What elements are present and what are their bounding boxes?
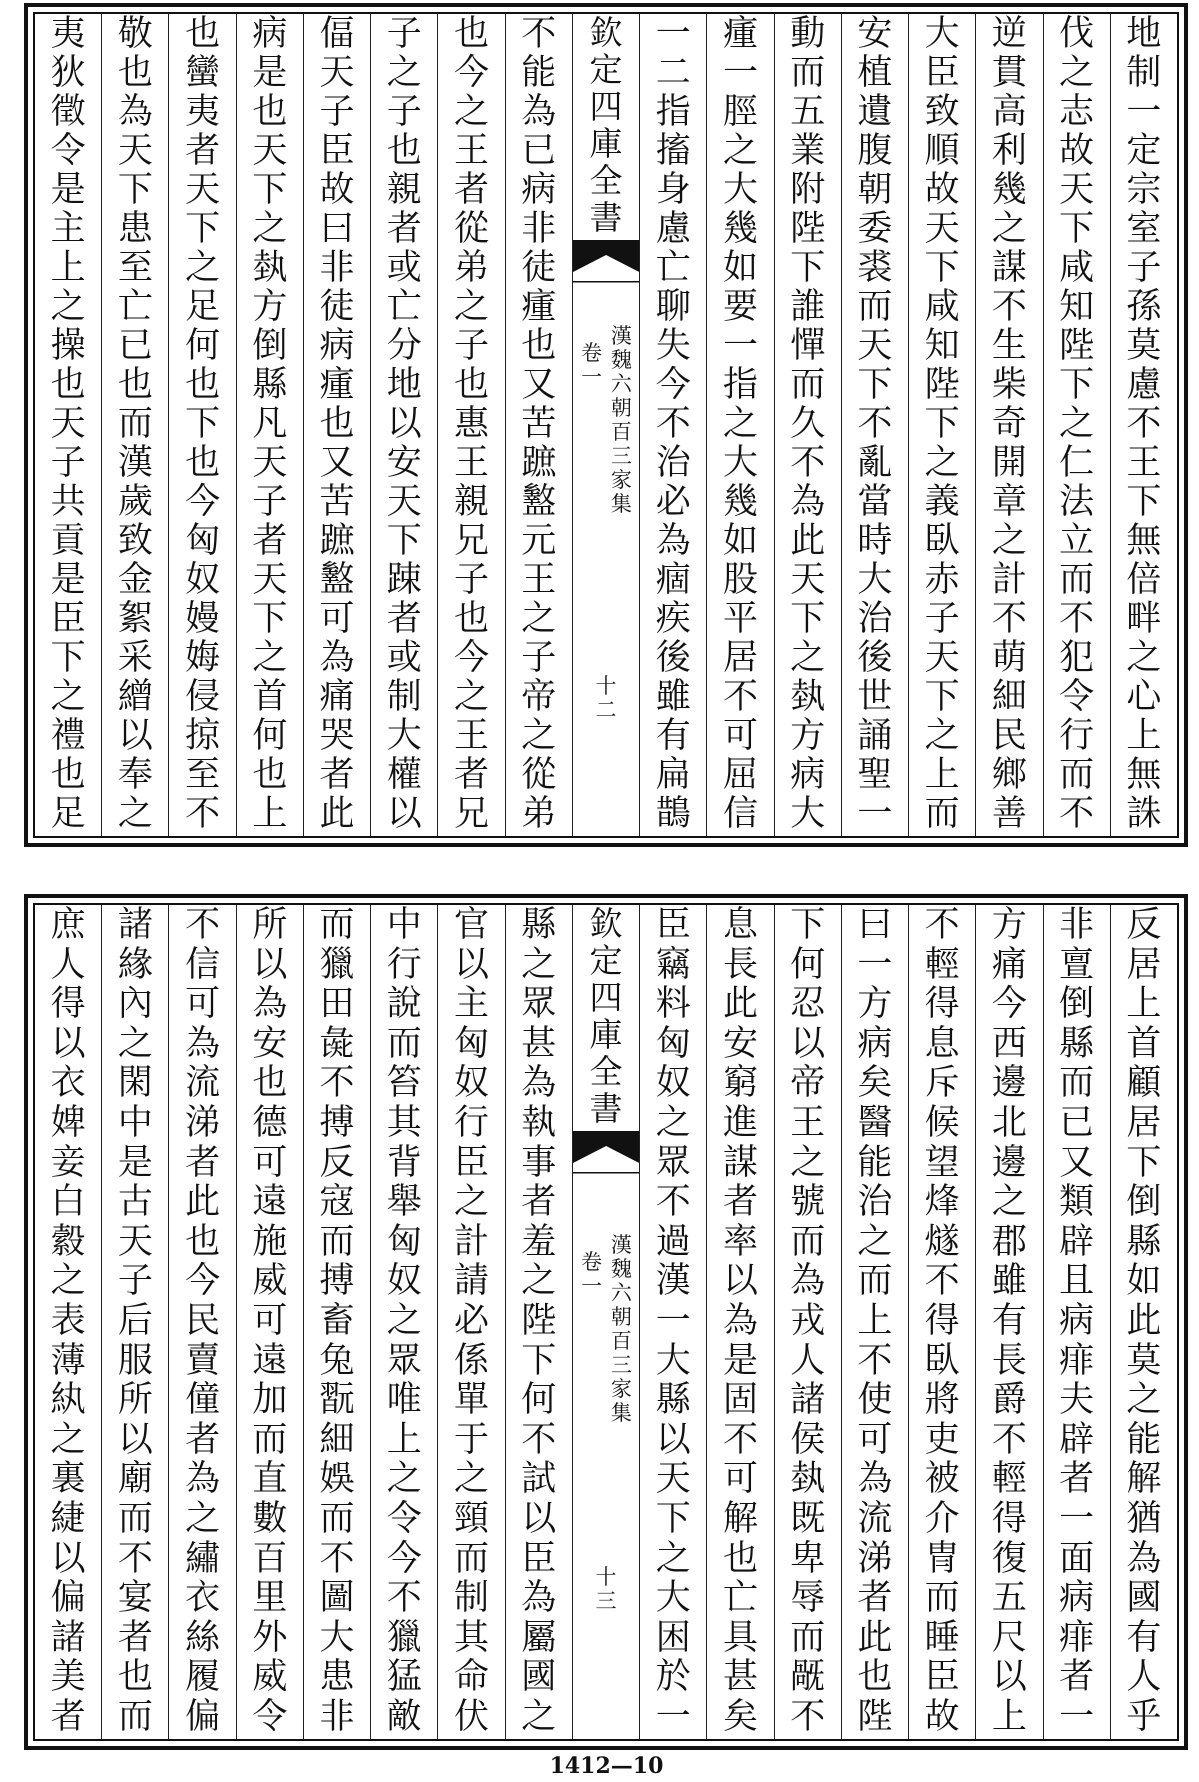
column-text: 非亶倒縣而已又類辟且病痱夫辟者一面病痱者一 [1059, 905, 1095, 1737]
fish-tail-ornament [573, 1131, 639, 1177]
text-column [774, 905, 841, 1739]
text-column [1043, 905, 1110, 1739]
column-text: 也今之王者從弟之子也惠王親兄子也今之王者兄 [454, 14, 490, 834]
top-page [24, 3, 1188, 847]
text-column [35, 14, 101, 836]
text-column [35, 905, 101, 1739]
column-text: 敬也為天下患至亡已也而漢歲致金絮采繒以奉之 [117, 14, 153, 834]
column-text: 而獵田彘不搏反寇而搏畜兔翫細娛而不圖大患非 [319, 905, 355, 1737]
text-column [908, 14, 975, 836]
page-code: 1412—10 [549, 1753, 664, 1779]
book-title: 漢魏六朝百三家集 [610, 1233, 632, 1425]
column-text: 伐之志故天下咸知陛下之仁法立而不犯令行而不 [1059, 14, 1095, 834]
text-column [841, 14, 908, 836]
text-column [303, 905, 370, 1739]
column-text: 縣之眾甚為執事者羞之陛下何不試以臣為屬國之 [521, 905, 557, 1737]
text-column [437, 905, 504, 1739]
column-text: 方痛今西邊北邊之郡雖有長爵不輕得復五尺以上 [991, 905, 1027, 1737]
text-frame [33, 12, 1179, 838]
column-text: 一二指搐身慮亡聊失今不治必為痼疾後雖有扁鵲 [655, 14, 691, 834]
column-text: 瘇一脛之大幾如要一指之大幾如股平居不可屈信 [722, 14, 758, 834]
bottom-page [24, 894, 1188, 1750]
text-column [975, 14, 1042, 836]
series-title: 欽定四庫全書 [589, 904, 623, 1128]
text-column [841, 905, 908, 1739]
text-column [505, 905, 572, 1739]
page-center-column [572, 14, 639, 836]
column-text: 大臣致順故天下咸知陛下之義臥赤子天下之上而 [924, 14, 960, 834]
text-column [505, 14, 572, 836]
column-text: 偪天子臣故曰非徒病瘇也又苦蹠盭可為痛哭者此 [319, 14, 355, 834]
column-text: 官以主匈奴行臣之計請必係單于之頸而制其命伏 [454, 905, 490, 1737]
text-column [437, 14, 504, 836]
text-column [303, 14, 370, 836]
column-text: 病是也天下之埶方倒縣凡天子者天下之首何也上 [252, 14, 288, 834]
text-column [639, 14, 706, 836]
page-number: 十二 [595, 674, 617, 722]
text-column [168, 905, 235, 1739]
page-number: 十三 [595, 1565, 617, 1613]
volume-label: 卷一 [581, 1250, 603, 1298]
column-text: 子之子也親者或亡分地以安天下踈者或制大權以 [386, 14, 422, 834]
text-column [101, 905, 168, 1739]
column-text: 逆貫高利幾之謀不生柴奇開章之計不萌細民鄉善 [991, 14, 1027, 834]
text-column [236, 905, 303, 1739]
column-text: 不輕得息斥候望烽燧不得臥將吏被介冑而睡臣故 [924, 905, 960, 1737]
column-text: 中行說而笞其背舉匈奴之眾唯上之令今不獵猛敵 [386, 905, 422, 1737]
text-column [706, 14, 773, 836]
text-column [908, 905, 975, 1739]
series-title: 欽定四庫全書 [589, 13, 623, 237]
text-column [1110, 905, 1177, 1739]
page-center-column [572, 905, 639, 1739]
text-column [1043, 14, 1110, 836]
text-column [370, 905, 437, 1739]
volume-label: 卷一 [581, 341, 603, 389]
column-text: 動而五業附陛下誰憚而久不為此天下之埶方病大 [790, 14, 826, 834]
column-text: 曰一方病矣醫能治之而上不使可為流涕者此也陛 [857, 905, 893, 1737]
text-column [774, 14, 841, 836]
column-text: 息長此安窮進謀者率以為是固不可解也亡具甚矣 [722, 905, 758, 1737]
column-text: 下何忍以帝王之號而為戎人諸侯埶既卑辱而旤不 [790, 905, 826, 1737]
column-text: 臣竊料匈奴之眾不過漢一大縣以天下之大困於一 [655, 905, 691, 1737]
text-column [1110, 14, 1177, 836]
book-title: 漢魏六朝百三家集 [610, 324, 632, 516]
text-column [370, 14, 437, 836]
column-text: 也蠻夷者天下之足何也下也今匈奴嫚娒侵掠至不 [185, 14, 221, 834]
column-text: 不能為已病非徒瘇也又苦蹠盭元王之子帝之從弟 [521, 14, 557, 834]
text-column [101, 14, 168, 836]
column-text: 地制一定宗室子孫莫慮不王下無倍畔之心上無誅 [1126, 14, 1162, 834]
fish-tail-ornament [573, 240, 639, 286]
text-column [639, 905, 706, 1739]
text-column [168, 14, 235, 836]
text-column [706, 905, 773, 1739]
column-text: 反居上首顧居下倒縣如此莫之能解猶為國有人乎 [1126, 905, 1162, 1737]
column-text: 庶人得以衣婢妾白縠之表薄紈之裏緁以偏諸美者 [50, 905, 86, 1737]
column-text: 夷狄徵令是主上之操也天子共貢是臣下之禮也足 [50, 14, 86, 834]
text-column [236, 14, 303, 836]
text-column [975, 905, 1042, 1739]
column-text: 安植遺腹朝委裘而天下不亂當時大治後世誦聖一 [857, 14, 893, 834]
column-text: 諸緣內之閑中是古天子后服所以廟而不宴者也而 [117, 905, 153, 1737]
text-frame [33, 903, 1179, 1741]
column-text: 所以為安也德可遠施威可遠加而直數百里外威令 [252, 905, 288, 1737]
column-text: 不信可為流涕者此也今民賣僮者為之繡衣絲履偏 [185, 905, 221, 1737]
